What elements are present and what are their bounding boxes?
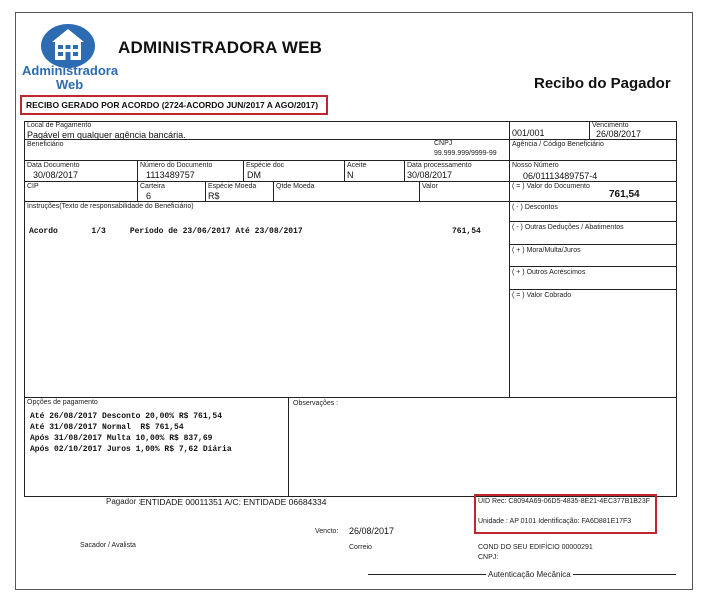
opcao-1: Até 26/08/2017 Desconto 20,00% R$ 761,54	[30, 412, 223, 421]
aceite-label: Aceite	[347, 162, 367, 169]
especie-moeda-value: R$	[208, 191, 220, 201]
data-documento-label: Data Documento	[27, 162, 80, 169]
cnpj-value: 99.999.999/9999-99	[434, 150, 497, 157]
valor-cobrado-label: ( = ) Valor Cobrado	[512, 292, 572, 299]
logo	[22, 20, 122, 92]
vencto-value: 26/08/2017	[349, 526, 395, 536]
nosso-numero-value: 06/01113489757-4	[523, 171, 598, 181]
vencimento-value: 26/08/2017	[596, 129, 642, 139]
sacador-label: Sacador / Avalista	[80, 542, 136, 549]
agreement-note: RECIBO GERADO POR ACORDO (2724-ACORDO JUN/2017 A AGO/2017)	[26, 100, 319, 110]
autenticacao-label: Autenticação Mecânica	[488, 570, 571, 579]
vencimento-label: Vencimento	[592, 122, 629, 129]
vencto-label: Vencto:	[315, 528, 339, 535]
carteira-value: 6	[146, 191, 152, 201]
logo-text-2: Web	[56, 77, 84, 92]
valor-label: Valor	[422, 183, 438, 190]
qtde-moeda-label: Qtde Moeda	[276, 183, 315, 190]
carteira-label: Carteira	[140, 183, 165, 190]
opcoes-label: Opções de pagamento	[27, 399, 98, 406]
data-processamento-value: 30/08/2017	[407, 170, 453, 180]
instrucoes-label: Instruções(Texto de responsabilidade do Beneficiário)	[27, 203, 194, 210]
opcao-2: Até 31/08/2017 Normal R$ 761,54	[30, 423, 184, 432]
cip-label: CIP	[27, 183, 39, 190]
logo-text-1: Administradora	[22, 63, 119, 78]
descontos-label: ( - ) Descontos	[512, 204, 558, 211]
uid-text: UID Rec: C8094A69-06D5-4835-8E21-4EC377B1B23F	[478, 498, 650, 505]
company-name: ADMINISTRADORA WEB	[118, 38, 323, 57]
unidade-text: Unidade : AP 0101 Identificação: FA6D881E17F3	[478, 518, 632, 525]
parcela-value: 001/001	[512, 128, 545, 138]
aceite-value: N	[347, 170, 354, 180]
instrucao-line: Acordo 1/3 Período de 23/06/2017 Até 23/08/2017	[29, 227, 303, 236]
especie-doc-label: Espécie doc	[246, 162, 285, 169]
pagador-label: Pagador :	[106, 497, 141, 506]
especie-moeda-label: Espécie Moeda	[208, 183, 257, 190]
building-logo-icon	[22, 20, 122, 68]
observacoes-label: Observações :	[293, 400, 339, 407]
opcao-3: Após 31/08/2017 Multa 10,00% R$ 837,69	[30, 434, 213, 443]
data-documento-value: 30/08/2017	[33, 170, 79, 180]
cnpj-footer: CNPJ:	[478, 554, 499, 561]
mora-label: ( + ) Mora/Multa/Juros	[512, 247, 581, 254]
valor-documento-value: 761,54	[609, 189, 640, 200]
correio-label: Correio	[349, 544, 372, 551]
local-pagamento-label: Local de Pagamento	[27, 122, 92, 129]
valor-documento-label: ( = ) Valor do Documento	[512, 183, 590, 190]
local-pagamento-value: Pagável em qualquer agência bancária.	[27, 130, 186, 140]
numero-documento-value: 1113489757	[146, 170, 195, 180]
outras-deducoes-label: ( - ) Outras Deduções / Abatimentos	[512, 224, 624, 231]
data-processamento-label: Data processamento	[407, 162, 472, 169]
receipt-title: Recibo do Pagador	[534, 75, 671, 92]
pagador-value: ENTIDADE 00011351 A/C: ENTIDADE 06684334	[140, 497, 327, 507]
numero-documento-label: Número do Documento	[140, 162, 213, 169]
beneficiario-label: Beneficiário	[27, 141, 64, 148]
outros-acrescimos-label: ( + ) Outros Acréscimos	[512, 269, 586, 276]
nosso-numero-label: Nosso Número	[512, 162, 559, 169]
especie-doc-value: DM	[247, 170, 261, 180]
opcao-4: Após 02/10/2017 Juros 1,00% R$ 7,62 Diária	[30, 445, 232, 454]
agencia-label: Agência / Código Beneficiário	[512, 141, 604, 148]
cnpj-label: CNPJ	[434, 140, 453, 147]
cond-text: COND DO SEU EDIFÍCIO 00000291	[478, 544, 593, 551]
instrucao-amount: 761,54	[452, 227, 481, 236]
